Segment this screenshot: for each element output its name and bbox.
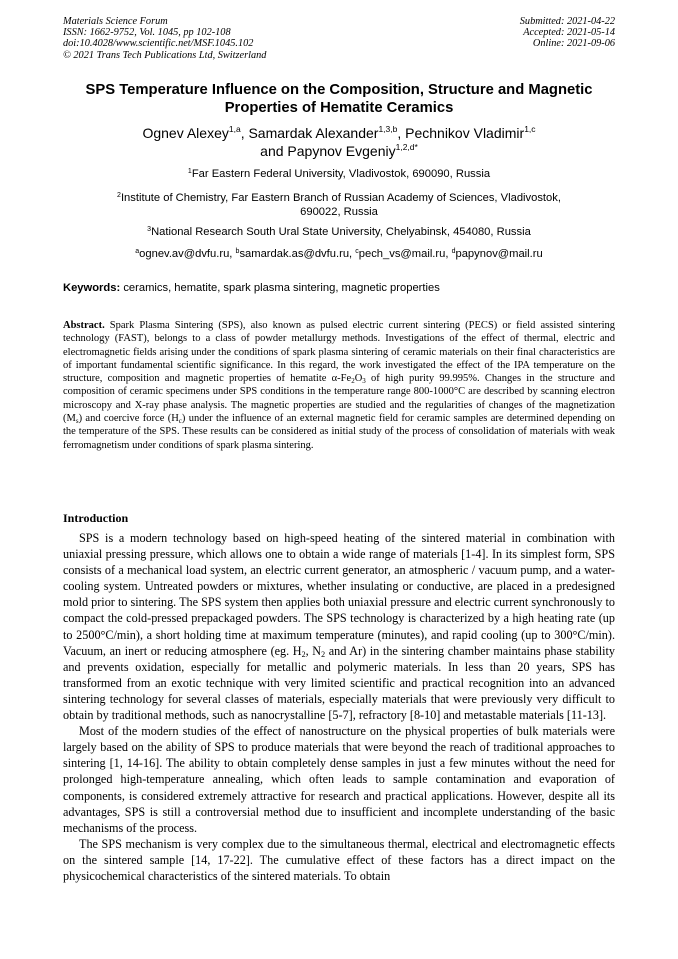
author-sup: 1,2,d* [395,142,418,152]
section-heading-introduction: Introduction [63,511,129,525]
date-online: Online: 2021-09-06 [532,38,615,50]
affiliation-sup: 3 [147,226,152,233]
paragraph: The SPS mechanism is very complex due to the simultaneous thermal, electrical and electromagnetic effects on the sintered sample [14, 17-22]. The cumulative effect of these factors has a direct impact on the physicochemical characteristics of the sintered materials. To obtain [63,836,615,883]
affiliation-2 [58,191,620,219]
journal-issn: ISSN: 1662-9752, Vol. 1045, pp 102-108 [63,27,231,39]
subscript: 2 [301,649,306,659]
author-name: Samardak Alexander [248,125,379,141]
email-d[interactable]: papynov@mail.ru [455,248,543,260]
abstract-text: ) and coercive force (H [78,413,179,425]
author-list [58,124,620,160]
author-name: Ognev Alexey [142,125,229,141]
paragraph-text: SPS is a modern technology based on high-speed heating of the sintered material in combination with uniaxial pressing pressure, which allows one to obtain a wide range of materials [1-4]. In its simplest form, SPS consists of a mechanical load system, an electric current generator, an atmospheric / vacuum pump, and a water-cooling system. Untreated powders or mixtures, whether insulating or conductive, are placed in a predesigned mold prior to sintering. The SPS system then applies both uniaxial pressure and electric current synchronously to compact the cold-pressed prepackaged powders. The SPS technology is characterized by a high heating rate (up to 2500°C/min), a short holding time at maximum temperature (minutes), and rapid cooling (up to 300°C/min). Vacuum, an inert or reducing atmosphere (eg. H [63,531,615,658]
affiliation-text: Far Eastern Federal University, Vladivostok, 690090, Russia [191,168,491,180]
journal-name: Materials Science Forum [63,16,168,27]
abstract-text: of high purity 99.995%. Changes in the structure and composition of ceramic specimens under SPS conditions in the temperature range 800-1000°C are described by scanning electron microscopy and X-ray phase analysis. The magnetic properties are studied and the regularities of changes of the magnetization (M [63,373,615,425]
authors-line-2 [58,142,620,160]
email-b[interactable]: samardak.as@dvfu.ru, [239,248,353,260]
paragraph: Most of the modern studies of the effect of nanostructure on the physical properties of bulk materials were largely based on the ability of SPS to produce materials that were beyond the reach of traditional approaches to sintering [1, 14-16]. The ability to obtain completely dense samples in just a few minutes without the need for prolonged high-temperature annealing, which often leads to sample contamination and evaporation of components, is considered extremely attractive for research and practical applications. However, despite all its advantages, SPS is still a controversial method due to insufficient and incomplete understanding of the basic mechanisms of the process. [63,724,615,835]
email-sup: d [451,248,456,255]
email-a[interactable]: ognev.av@dvfu.ru, [139,248,233,260]
date-accepted: Accepted: 2021-05-14 [523,27,615,39]
date-submitted: Submitted: 2021-04-22 [519,16,615,27]
affiliation-text: National Research South Ural State University, Chelyabinsk, 454080, Russia [151,226,531,238]
affiliation-2-line-1 [58,191,620,205]
affiliation-text: Institute of Chemistry, Far Eastern Branch of Russian Academy of Sciences, Vladivostok, [120,192,561,204]
email-sup: b [235,248,240,255]
email-sup: a [135,248,140,255]
paper-title [58,81,620,117]
paragraph-text: , N [305,643,322,658]
author-sup: 1,a [228,124,241,134]
author-sup: 1,3,b [378,124,398,134]
subscript: c [178,417,182,426]
email-c[interactable]: pech_vs@mail.ru, [358,248,449,260]
abstract-text: ) under the influence of an external magnetic field for ceramic samples are determined depending on the temperature of the SPS. These results can be considered as initial study of the process of consolidation of materials with weak ferromagnetism under conditions of spark plasma sintering. [63,413,615,451]
affiliation-sup: 1 [187,168,192,175]
abstract-label: Abstract. [63,320,105,331]
abstract-text: Spark Plasma Sintering (SPS), also known as pulsed electric current sintering (PECS) or field assisted sintering technology (FAST), belongs to a class of powder metallurgy methods. Investigations of the effect of thermal, electric and electromagnetic fields arising under the conditions of spark plasma sintering of ceramic materials on their final characteristics are of important fundamental scientific significance. In this regard, the work investigated the effect of the IPA temperature on the structure, composition and magnetic properties of hematite α-Fe [63,320,615,385]
email-sup: c [355,248,359,255]
subscript: s [75,417,79,426]
author-name: Pechnikov Vladimir [405,125,525,141]
title-line-2: Properties of Hematite Ceramics [224,100,454,116]
keywords [63,281,615,295]
journal-doi: doi:10.4028/www.scientific.net/MSF.1045.102 [63,38,254,50]
paragraph-text: and Ar) in the sintering chamber maintains phase stability and prevents oxidation, especially for metallic and polymeric materials. In less than 20 years, SPS has transformed from an exotic technique with very limited scientific and practical recognition into an advanced sintering technology for several classes of materials, especially materials that were previously very difficult to obtain by traditional methods, such as nanocrystalline [5-7], refractory [8-10] and metastable materials [11-13]. [63,643,615,723]
abstract [63,319,615,452]
abstract-text: O [354,373,363,385]
header-right [520,16,615,50]
author-name: Papynov Evgeniy [287,143,396,159]
affiliation-2-line-2: 690022, Russia [300,206,378,218]
affiliation-1 [58,167,620,181]
introduction-body [63,530,615,884]
author-emails [58,247,620,261]
subscript: 2 [351,377,355,386]
author-and: and [260,143,284,159]
author-sup: 1,c [524,124,536,134]
title-line-1: SPS Temperature Influence on the Composition, Structure and Magnetic [85,82,593,98]
paragraph [63,530,615,723]
subscript: 2 [321,649,326,659]
header-left [63,16,266,61]
subscript: 3 [362,377,366,386]
authors-line-1: Ognev Alexey$^{1,a}$, Samardak Alexander$^{1,3,b}$, Pechnikov Vladimir$^{1,c}$ [142,124,536,141]
affiliation-sup: 2 [117,192,121,199]
affiliation-3 [58,225,620,239]
journal-copyright: © 2021 Trans Tech Publications Ltd, Switzerland [63,49,267,61]
keywords-text: ceramics, hematite, spark plasma sintering, magnetic properties [123,282,440,294]
keywords-label: Keywords: [63,282,121,294]
